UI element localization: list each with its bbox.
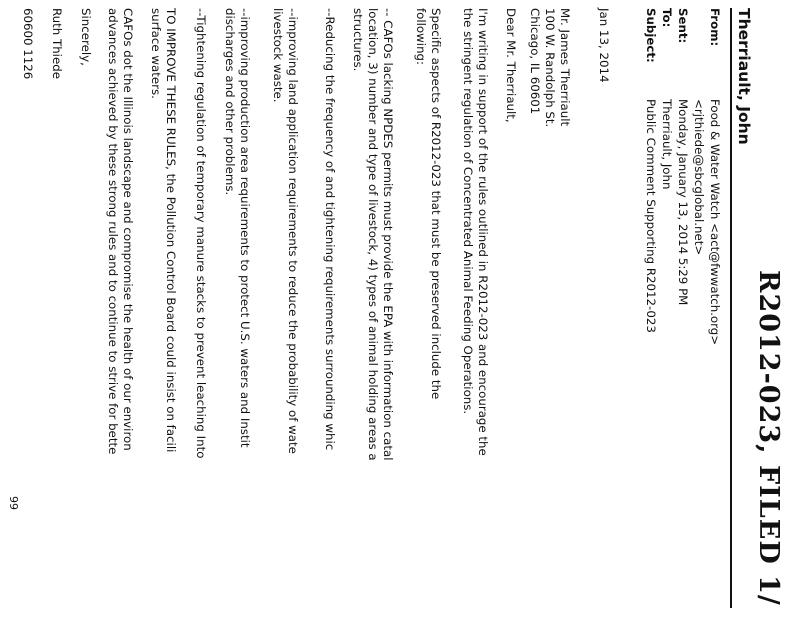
from-row-continued (690, 8, 706, 255)
letter-date: Jan 13, 2014 (597, 8, 611, 83)
intro-line-1: I'm writing in support of the rules outlined in R2012-023 and encourage the (476, 8, 490, 456)
bullet-4-line-2: discharges and other problems. (223, 8, 237, 196)
bullet-3-line-1: --improving land application requirements to reduce the probability of wate (286, 8, 300, 454)
from-label: From: (708, 8, 722, 47)
aspects-line-1: Specific aspects of R2012-023 that must be preserved include the (429, 8, 443, 400)
bullet-2-line-1: --Reducing the frequency of and tightening requirements surrounding whic (323, 8, 337, 451)
sent-label: Sent: (676, 8, 690, 44)
salutation: Dear Mr. Therriault, (504, 8, 518, 123)
bullet-4-line-1: --improving production area requirements to protect U.S. waters and Instit (238, 8, 252, 448)
filing-stamp: R2012-023, FILED 1/ (753, 270, 784, 606)
intro-line-2: the stringent regulation of Concentrated Animal Feeding Operations. (461, 8, 475, 415)
recipient-street: 100 W. Randolph St. (543, 8, 557, 128)
sender-name: Therriault, John (735, 8, 753, 145)
from-value-email: <rjthiede@sbcglobal.net> (692, 99, 706, 256)
bullet-3-line-2: livestock waste. (271, 8, 285, 103)
signer-name: Ruth Thiede (50, 8, 64, 79)
bullet-1-line-2: location, 3) number and type of livestock, 4) types of animal holding areas a (366, 8, 380, 461)
cafo-line-2: advances achieved by these strong rules and to continue to strive for bette (106, 8, 120, 455)
improve-line-2: surface waters. (149, 8, 163, 99)
sent-value: Monday, January 13, 2014 5:29 PM (676, 99, 690, 306)
closing: Sincerely, (79, 8, 93, 66)
bullet-1-line-1: -- CAFOs lacking NPDES permits must provide the EPA with information catal (381, 8, 395, 461)
page-number: 99 (7, 496, 20, 510)
signer-zip: 60600 1126 (21, 8, 35, 80)
sent-row (674, 8, 690, 305)
aspects-line-2: following: (414, 8, 428, 66)
cafo-line-1: CAFOs dot the Illinois landscape and compromise the health of our environ (121, 8, 135, 451)
recipient-city: Chicago, IL 60601 (528, 8, 542, 115)
to-row (658, 8, 674, 189)
from-row (706, 8, 722, 345)
from-value: Food & Water Watch <act@fwwatch.org> (708, 99, 722, 346)
header-divider (730, 8, 732, 608)
to-label: To: (660, 8, 674, 28)
improve-line-1: TO IMPROVE THESE RULES, the Pollution Control Board could insist on facili (164, 8, 178, 453)
to-value: Therriault, John (660, 99, 674, 190)
recipient-name: Mr. James Therriault (558, 8, 572, 127)
bullet-1-line-3: structures. (351, 8, 365, 72)
subject-label: Subject: (644, 8, 658, 63)
subject-value: Public Comment Supporting R2012-023 (644, 99, 658, 333)
subject-row (642, 8, 658, 333)
bullet-5-line-1: --Tightening regulation of temporary manure stacks to prevent leaching Into (194, 8, 208, 459)
